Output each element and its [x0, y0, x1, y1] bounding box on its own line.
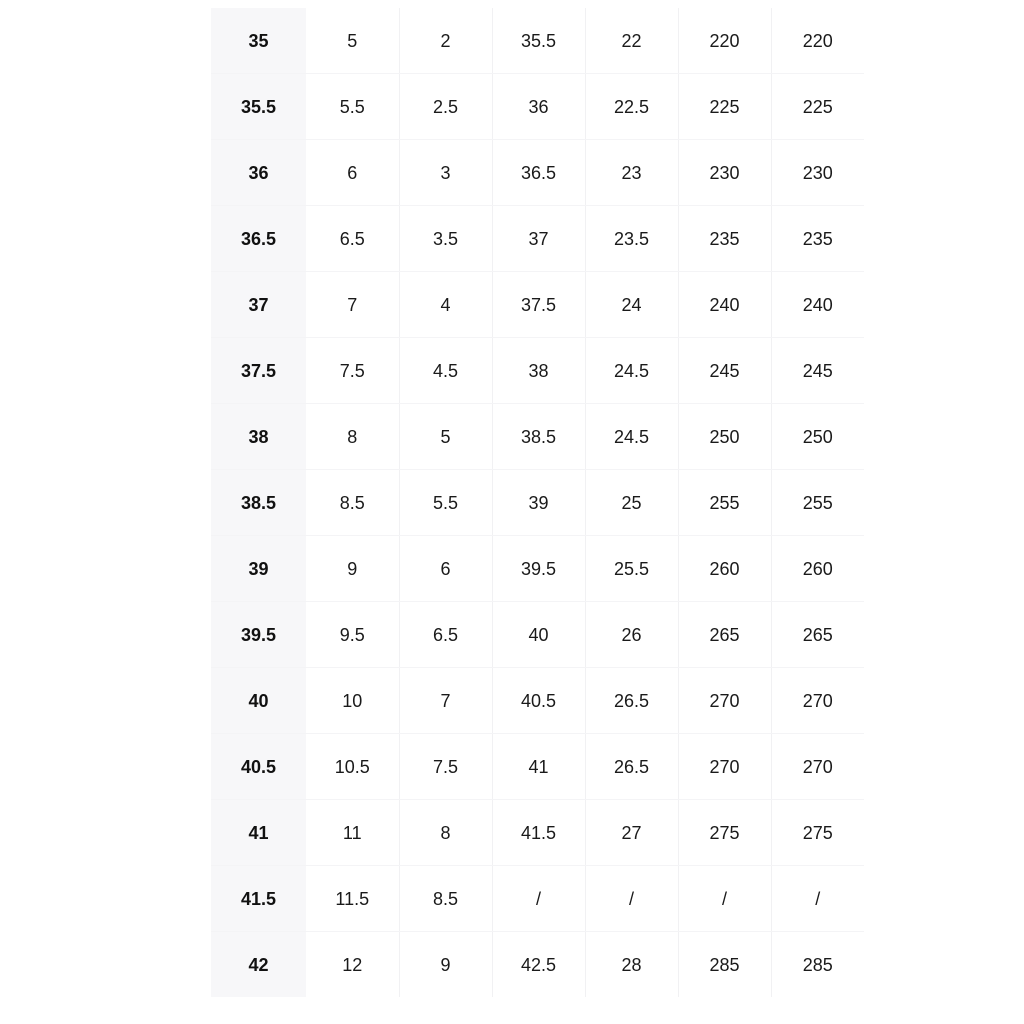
table-row — [211, 470, 864, 536]
eu-size-cell: 41.5 — [211, 866, 306, 932]
eu-size-cell: 40 — [211, 668, 306, 734]
eu-size-cell: 37.5 — [211, 338, 306, 404]
eu-size-cell: 38.5 — [211, 470, 306, 536]
table-cell: 270 — [678, 668, 771, 734]
table-cell: 23.5 — [585, 206, 678, 272]
table-cell: 7.5 — [399, 734, 492, 800]
table-cell: 26 — [585, 602, 678, 668]
table-row — [211, 668, 864, 734]
table-cell: 8.5 — [399, 866, 492, 932]
table-cell: 6 — [306, 140, 399, 206]
table-row — [211, 866, 864, 932]
table-cell: 24.5 — [585, 404, 678, 470]
table-cell: 25 — [585, 470, 678, 536]
table-row — [211, 272, 864, 338]
table-cell: 6.5 — [306, 206, 399, 272]
table-cell: 9 — [306, 536, 399, 602]
table-cell: 22.5 — [585, 74, 678, 140]
table-row — [211, 602, 864, 668]
eu-size-cell: 35.5 — [211, 74, 306, 140]
table-cell: 40.5 — [492, 668, 585, 734]
table-cell: 260 — [771, 536, 864, 602]
table-row — [211, 536, 864, 602]
table-cell: 235 — [678, 206, 771, 272]
table-cell: 7 — [306, 272, 399, 338]
table-cell: 42.5 — [492, 932, 585, 998]
table-cell: 240 — [771, 272, 864, 338]
table-cell: 8.5 — [306, 470, 399, 536]
table-cell: 245 — [771, 338, 864, 404]
eu-size-cell: 36.5 — [211, 206, 306, 272]
table-cell: 5 — [399, 404, 492, 470]
table-cell: 275 — [771, 800, 864, 866]
table-cell: / — [585, 866, 678, 932]
table-cell: 270 — [678, 734, 771, 800]
table-cell: 255 — [678, 470, 771, 536]
table-cell: 36 — [492, 74, 585, 140]
table-cell: 4.5 — [399, 338, 492, 404]
table-cell: 4 — [399, 272, 492, 338]
table-cell: 39 — [492, 470, 585, 536]
table-cell: 38.5 — [492, 404, 585, 470]
table-cell: 235 — [771, 206, 864, 272]
table-cell: 220 — [678, 8, 771, 74]
table-row — [211, 800, 864, 866]
eu-size-cell: 40.5 — [211, 734, 306, 800]
table-row — [211, 74, 864, 140]
table-cell: / — [492, 866, 585, 932]
table-cell: 265 — [771, 602, 864, 668]
table-cell: 39.5 — [492, 536, 585, 602]
table-cell: 7.5 — [306, 338, 399, 404]
table-cell: 5.5 — [306, 74, 399, 140]
table-cell: 285 — [678, 932, 771, 998]
table-cell: 245 — [678, 338, 771, 404]
table-cell: 8 — [306, 404, 399, 470]
eu-size-cell: 42 — [211, 932, 306, 998]
table-cell: 260 — [678, 536, 771, 602]
table-cell: 2.5 — [399, 74, 492, 140]
table-cell: 37 — [492, 206, 585, 272]
table-row — [211, 140, 864, 206]
table-cell: 11.5 — [306, 866, 399, 932]
table-cell: 230 — [771, 140, 864, 206]
table-cell: 10.5 — [306, 734, 399, 800]
table-cell: 255 — [771, 470, 864, 536]
table-cell: 38 — [492, 338, 585, 404]
table-cell: 6 — [399, 536, 492, 602]
table-row — [211, 338, 864, 404]
table-cell: 41.5 — [492, 800, 585, 866]
table-cell: 27 — [585, 800, 678, 866]
table-cell: 26.5 — [585, 668, 678, 734]
table-cell: 250 — [771, 404, 864, 470]
table-cell: 9.5 — [306, 602, 399, 668]
table-cell: 220 — [771, 8, 864, 74]
table-cell: 250 — [678, 404, 771, 470]
table-row — [211, 206, 864, 272]
table-cell: 10 — [306, 668, 399, 734]
table-row — [211, 8, 864, 74]
table-cell: 7 — [399, 668, 492, 734]
eu-size-cell: 37 — [211, 272, 306, 338]
table-cell: 35.5 — [492, 8, 585, 74]
table-cell: 28 — [585, 932, 678, 998]
table-cell: 2 — [399, 8, 492, 74]
table-row — [211, 734, 864, 800]
eu-size-cell: 39 — [211, 536, 306, 602]
table-cell: 36.5 — [492, 140, 585, 206]
table-cell: 265 — [678, 602, 771, 668]
table-cell: 3 — [399, 140, 492, 206]
eu-size-cell: 39.5 — [211, 602, 306, 668]
table-cell: 24.5 — [585, 338, 678, 404]
table-cell: 41 — [492, 734, 585, 800]
table-cell: 11 — [306, 800, 399, 866]
eu-size-cell: 36 — [211, 140, 306, 206]
table-cell: 240 — [678, 272, 771, 338]
table-cell: / — [678, 866, 771, 932]
table-cell: 12 — [342, 954, 363, 975]
table-cell: 6.5 — [399, 602, 492, 668]
table-cell: / — [771, 866, 864, 932]
table-cell: 23 — [585, 140, 678, 206]
table-cell: 9 — [399, 932, 492, 998]
table-cell: 285 — [771, 932, 864, 998]
table-cell: 230 — [678, 140, 771, 206]
table-cell: 3.5 — [399, 206, 492, 272]
table-cell: 22 — [585, 8, 678, 74]
table-cell: 25.5 — [585, 536, 678, 602]
table-cell: 225 — [678, 74, 771, 140]
table-cell: 5 — [306, 8, 399, 74]
table-cell: 37.5 — [492, 272, 585, 338]
size-chart-table — [211, 8, 864, 997]
table-cell: 275 — [678, 800, 771, 866]
table-cell: 8 — [399, 800, 492, 866]
table-cell: 24 — [585, 272, 678, 338]
table-cell: 225 — [771, 74, 864, 140]
table-cell: 270 — [771, 668, 864, 734]
eu-size-cell: 35 — [211, 8, 306, 74]
table-cell: 270 — [771, 734, 864, 800]
table-row — [211, 404, 864, 470]
table-cell: 5.5 — [399, 470, 492, 536]
table-cell: 40 — [492, 602, 585, 668]
table-cell: 26.5 — [585, 734, 678, 800]
eu-size-cell: 41 — [211, 800, 306, 866]
eu-size-cell: 38 — [211, 404, 306, 470]
table-row — [211, 932, 864, 998]
